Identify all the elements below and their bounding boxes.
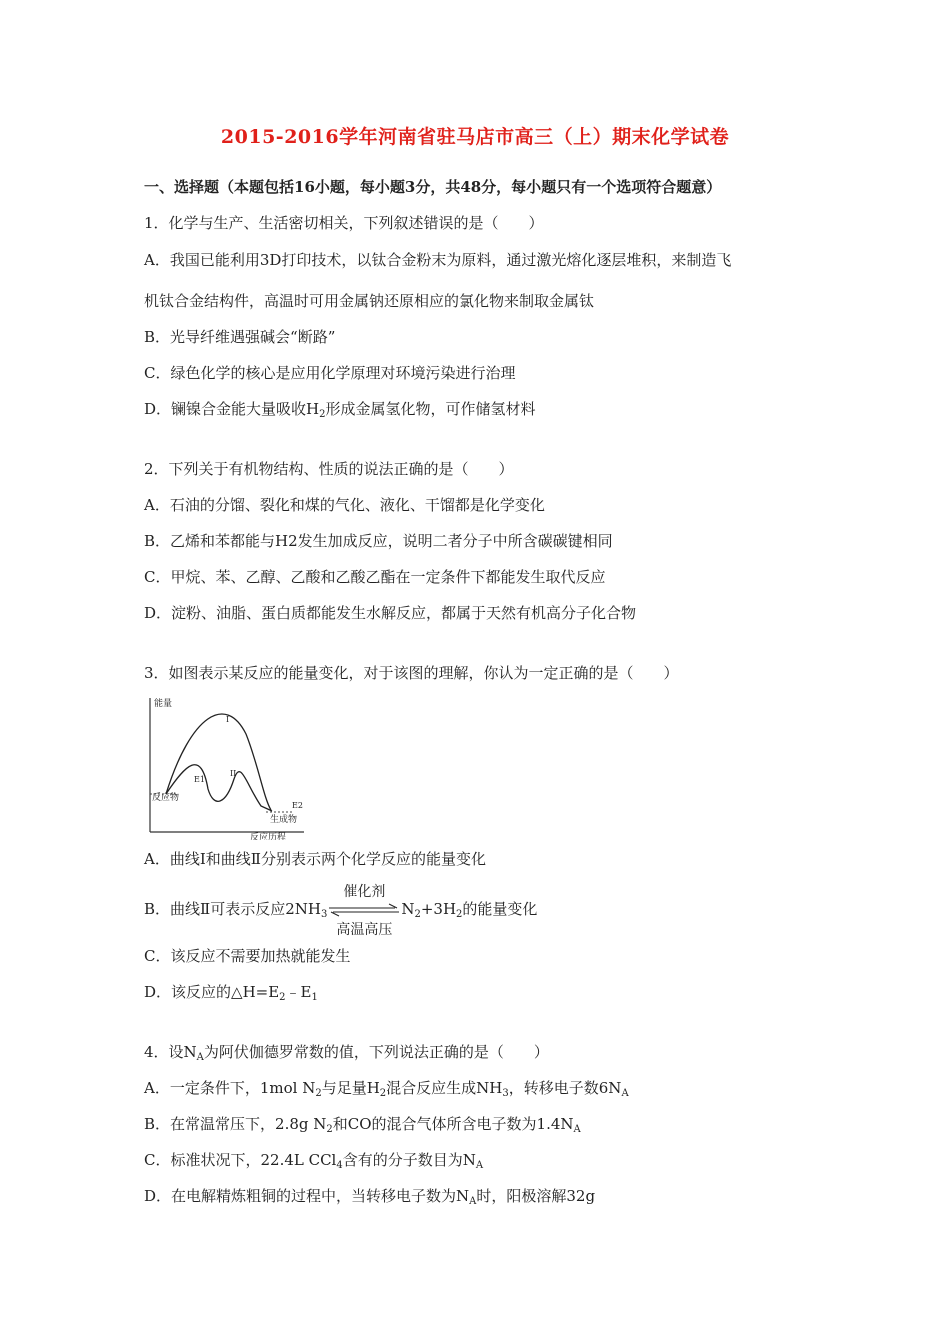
q2-option-b: B．乙烯和苯都能与H2发生加成反应，说明二者分子中所含碳碳键相同 bbox=[144, 532, 613, 550]
q1-option-a-line2: 机钛合金结构件，高温时可用金属钠还原相应的氯化物来制取金属钛 bbox=[144, 292, 595, 310]
q1-option-b: B．光导纤维遇强碱会“断路” bbox=[144, 328, 336, 346]
q3-option-b: B．曲线Ⅱ可表示反应$2NH_3$ 催化剂 高温高压 $N_2+3H_2$的能量变化 bbox=[144, 898, 537, 920]
q2-option-d: D．淀粉、油脂、蛋白质都能发生水解反应，都属于天然有机高分子化合物 bbox=[144, 604, 637, 622]
q2-option-a: A．石油的分馏、裂化和煤的气化、液化、干馏都是化学变化 bbox=[144, 496, 545, 514]
q2-option-c: C．甲烷、苯、乙醇、乙酸和乙酸乙酯在一定条件下都能发生取代反应 bbox=[144, 568, 606, 586]
q4-option-a: A．一定条件下，1mol $N_2$与足量$H_2$混合反应生成$NH_3$，转移电子数$6N_A$ bbox=[144, 1079, 629, 1099]
q1-stem: 1．化学与生产、生活密切相关，下列叙述错误的是（ ） bbox=[144, 214, 544, 232]
x-axis-label: 反应历程 bbox=[250, 833, 287, 840]
q3-option-a: A．曲线Ⅰ和曲线Ⅱ分别表示两个化学反应的能量变化 bbox=[144, 850, 486, 868]
q2-stem: 2．下列关于有机物结构、性质的说法正确的是（ ） bbox=[144, 460, 514, 478]
section-heading: 一、选择题（本题包括16小题，每小题3分，共48分，每小题只有一个选项符合题意） bbox=[144, 178, 722, 196]
energy-diagram bbox=[146, 694, 306, 840]
curve-ii bbox=[166, 765, 272, 811]
e1-label: E1 bbox=[194, 775, 205, 784]
q3-option-d: D．该反应的$\triangle H=E_2﹣E_1$ bbox=[144, 983, 318, 1003]
q4-option-d: D．在电解精炼粗铜的过程中，当转移电子数为$N_A$时，阳极溶解32g bbox=[144, 1187, 596, 1207]
q1-option-a-line1: A．我国已能利用3D打印技术，以钛合金粉末为原料，通过激光熔化逐层堆积，来制造飞 bbox=[144, 251, 732, 269]
arrow-catalyst-label: 催化剂 bbox=[343, 884, 386, 900]
q1-option-c: C．绿色化学的核心是应用化学原理对环境污染进行治理 bbox=[144, 364, 516, 382]
curve-i-label: I bbox=[226, 715, 230, 724]
q4-option-c: C．标准状况下，22.4L CCl$_4$含有的分子数目为$N_A$ bbox=[144, 1151, 484, 1171]
q4-stem: 4．设$N_A$为阿伏伽德罗常数的值，下列说法正确的是（ ） bbox=[144, 1043, 549, 1063]
page-title: 2015-2016学年河南省驻马店市高三（上）期末化学试卷 bbox=[220, 126, 730, 148]
q3-stem: 3．如图表示某反应的能量变化，对于该图的理解，你认为一定正确的是（ ） bbox=[144, 664, 679, 682]
product-label: 生成物 bbox=[270, 815, 298, 825]
arrow-condition-label: 高温高压 bbox=[336, 922, 393, 938]
reaction-arrow bbox=[329, 884, 399, 938]
q4-option-b: B．在常温常压下，2.8g $N_2$和CO的混合气体所含电子数为$1.4N_A$ bbox=[144, 1115, 581, 1135]
e2-label: E2 bbox=[292, 801, 303, 810]
q3-option-c: C．该反应不需要加热就能发生 bbox=[144, 947, 351, 965]
reactant-label: 反应物 bbox=[152, 793, 180, 803]
q1-option-d: D．镧镍合金能大量吸收$H_2$形成金属氢化物，可作储氢材料 bbox=[144, 400, 536, 420]
y-axis-label: 能量 bbox=[154, 699, 173, 709]
curve-ii-label: II bbox=[230, 769, 237, 778]
